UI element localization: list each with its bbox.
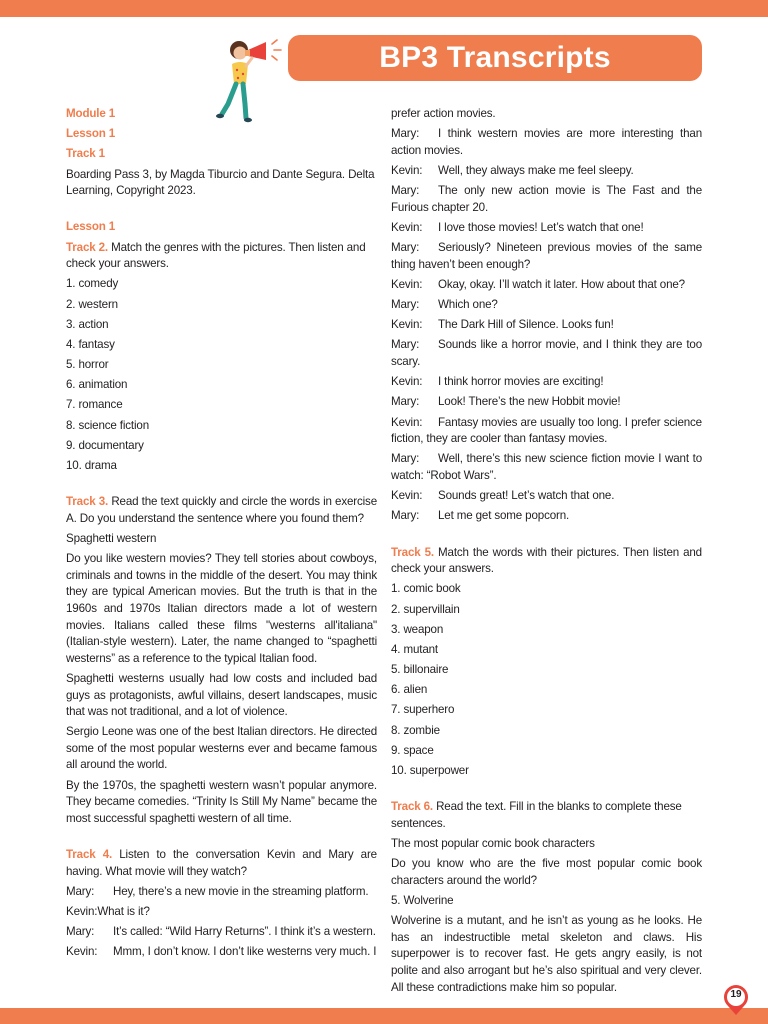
dialog-line xyxy=(66,884,377,901)
track2-text: Match the genres with the pictures. Then listen and check your answers. xyxy=(66,240,366,271)
track3-title: Spaghetti western xyxy=(66,531,157,545)
track2-instruction xyxy=(66,240,377,273)
left-column xyxy=(66,106,377,965)
track4-instruction xyxy=(66,847,377,880)
track2-label: Track 2. xyxy=(66,240,108,254)
speaker: Kevin: xyxy=(391,375,423,389)
speaker: Kevin: xyxy=(391,277,423,291)
dialog-text: I love those movies! Let’s watch that one! xyxy=(438,220,644,234)
dialog-text: Look! There’s the new Hobbit movie! xyxy=(438,395,621,409)
speaker: Mary: xyxy=(391,509,420,523)
dialog-continued: prefer action movies. xyxy=(391,107,496,120)
bottom-accent-bar xyxy=(0,1008,768,1024)
dialog-line xyxy=(66,924,377,941)
list-item: 6. animation xyxy=(66,378,128,392)
track6-text: Read the text. Fill in the blanks to complete these sentences. xyxy=(391,800,682,830)
speaker: Kevin: xyxy=(391,415,423,429)
dialog-text: The only new action movie is The Fast and the Furious chapter 20. xyxy=(391,184,702,214)
lesson-heading-2: Lesson 1 xyxy=(66,220,116,234)
paragraph: Spaghetti westerns usually had low costs and included bad guys as protagonists, awful villains, desert landscapes, music that was not traditional, and a lot of violence. xyxy=(66,671,377,719)
track3-label: Track 3. xyxy=(66,495,109,509)
dialog-line xyxy=(391,488,702,505)
dialog-line xyxy=(391,508,702,525)
dialog-text: Well, they always make me feel sleepy. xyxy=(438,163,634,177)
list-item: 7. superhero xyxy=(391,703,455,717)
dialog-text: What is it? xyxy=(97,905,150,918)
dialog-line xyxy=(391,163,702,180)
list-item: 1. comedy xyxy=(66,277,119,291)
speaker: Mary: xyxy=(391,338,420,352)
dialog-text: The Dark Hill of Silence. Looks fun! xyxy=(438,318,614,332)
track5-instruction xyxy=(391,545,702,578)
speaker: Kevin: xyxy=(391,318,423,332)
lesson-heading: Lesson 1 xyxy=(66,127,116,141)
paragraph: Sergio Leone was one of the best Italian directors. He directed some of the most popular westerns ever and became famous all around the world. xyxy=(66,725,377,772)
list-item: 10. drama xyxy=(66,459,117,472)
list-item: 6. alien xyxy=(391,683,428,697)
track3-text: Read the text quickly and circle the words in exercise A. Do you understand the sentence where you found them? xyxy=(66,495,377,525)
list-item: 7. romance xyxy=(66,398,123,412)
list-item: 5. horror xyxy=(66,358,109,372)
track6-item: 5. Wolverine xyxy=(391,893,454,907)
dialog-line xyxy=(66,904,377,921)
speaker: Mary: xyxy=(391,452,420,466)
list-item: 8. zombie xyxy=(391,723,440,737)
track3-instruction xyxy=(66,494,377,527)
dialog-text: Let me get some popcorn. xyxy=(438,509,570,523)
speaker: Mary: xyxy=(391,298,420,312)
track6-label: Track 6. xyxy=(391,800,433,814)
dialog-line xyxy=(391,415,702,448)
dialog-text: Well, there’s this new science fiction movie I want to watch: “Robot Wars”. xyxy=(391,452,702,482)
speaker: Mary: xyxy=(391,127,420,141)
dialog-line xyxy=(391,126,702,159)
right-column xyxy=(391,106,702,1000)
list-item: 3. action xyxy=(66,317,109,331)
list-item: 2. western xyxy=(66,297,118,311)
paragraph: Do you like western movies? They tell stories about cowboys, criminals and towns in the middle of the desert. You may think they are typical American movies. But the truth is that in the 1960s and 1970s Italian directors made a lot of western movies. Italians called these films "westerns all'italiana" (Italian-style western). Later, the name changed to “spaghetti westerns” as a reference to the typical Italian food. xyxy=(66,552,377,665)
speaker: Kevin: xyxy=(391,220,423,234)
speaker: Kevin: xyxy=(391,163,423,177)
dialog-line xyxy=(391,220,702,237)
speaker: Kevin: xyxy=(66,945,98,959)
speaker: Mary: xyxy=(66,884,95,898)
track1-heading: Track 1 xyxy=(66,147,105,161)
track5-text: Match the words with their pictures. Then listen and check your answers. xyxy=(391,545,702,576)
track6-title: The most popular comic book characters xyxy=(391,837,595,850)
dialog-line xyxy=(391,394,702,411)
dialog-text: Okay, okay. I’ll watch it later. How about that one? xyxy=(438,277,685,291)
list-item: 4. fantasy xyxy=(66,337,115,351)
dialog-line xyxy=(391,317,702,334)
speaker: Mary: xyxy=(66,925,95,939)
dialog-line xyxy=(391,297,702,314)
speaker: Kevin: xyxy=(391,489,423,503)
dialog-text: Fantasy movies are usually too long. I prefer science fiction, they are cooler than fantasy movies. xyxy=(391,415,702,446)
dialog-line xyxy=(391,337,702,370)
list-item: 4. mutant xyxy=(391,642,438,656)
dialog-text: Sounds like a horror movie, and I think they are too scary. xyxy=(391,338,702,369)
dialog-line xyxy=(391,240,702,273)
track5-label: Track 5. xyxy=(391,545,434,559)
track4-label: Track 4. xyxy=(66,848,113,862)
track4-text: Listen to the conversation Kevin and Mary are having. What movie will they watch? xyxy=(66,848,377,878)
list-item: 9. space xyxy=(391,743,434,757)
paragraph: By the 1970s, the spaghetti western wasn’t popular anymore. They became comedies. “Trinity Is Still My Name” became the most successful spaghetti western of all time. xyxy=(66,778,377,825)
paragraph: Wolverine is a mutant, and he isn’t as young as he looks. He has an indestructible metal skeleton and claws. His superpower is to recover fast. He gets angry easily, is not polite and also arrogant but he’s also spiritual and very clever. All these contradictions make him so popular. xyxy=(391,914,702,994)
speaker: Kevin: xyxy=(66,905,98,918)
page-number: 19 xyxy=(730,989,742,1000)
dialog-line xyxy=(391,277,702,294)
dialog-text: Seriously? Nineteen previous movies of the same thing haven’t been enough? xyxy=(391,241,702,271)
top-accent-bar xyxy=(0,0,768,17)
track6-instruction xyxy=(391,799,702,832)
page-title: BP3 Transcripts xyxy=(288,35,702,81)
dialog-text: Which one? xyxy=(438,298,498,312)
list-item: 1. comic book xyxy=(391,582,461,596)
dialog-text: It’s called: “Wild Harry Returns”. I think it’s a western. xyxy=(113,925,376,939)
dialog-line xyxy=(391,183,702,216)
list-item: 2. supervillain xyxy=(391,602,460,616)
dialog-text: Mmm, I don’t know. I don’t like westerns very much. I xyxy=(113,945,377,959)
dialog-text: Hey, there’s a new movie in the streaming platform. xyxy=(113,884,369,898)
speaker: Mary: xyxy=(391,184,420,198)
speaker: Mary: xyxy=(391,241,420,255)
list-item: 8. science fiction xyxy=(66,418,150,432)
dialog-text: Sounds great! Let’s watch that one. xyxy=(438,489,615,503)
track1-text: Boarding Pass 3, by Magda Tiburcio and Dante Segura. Delta Learning, Copyright 2023. xyxy=(66,167,375,198)
dialog-text: I think western movies are more interesting than action movies. xyxy=(391,127,702,157)
list-item: 5. billonaire xyxy=(391,663,449,677)
list-item: 9. documentary xyxy=(66,438,144,452)
dialog-line xyxy=(391,374,702,391)
module-heading: Module 1 xyxy=(66,107,116,120)
dialog-text: I think horror movies are exciting! xyxy=(438,375,604,389)
dialog-line xyxy=(66,944,377,961)
dialog-line xyxy=(391,451,702,484)
list-item: 10. superpower xyxy=(391,764,469,778)
track6-question: Do you know who are the five most popular comic book characters around the world? xyxy=(391,857,702,887)
speaker: Mary: xyxy=(391,395,420,409)
list-item: 3. weapon xyxy=(391,622,444,636)
